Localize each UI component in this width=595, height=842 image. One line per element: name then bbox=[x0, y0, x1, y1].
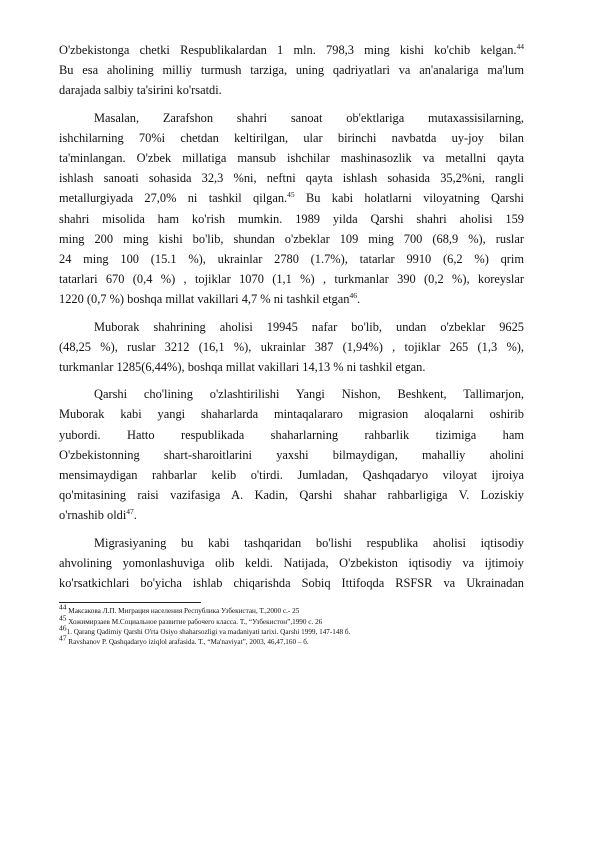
text-line: ishlash sanoati sohasida 32,3 %ni, neftni qayta ishlash sohasida 35,2%ni, rangli bbox=[59, 171, 524, 186]
footnote-number: 47 bbox=[59, 633, 67, 643]
document-page bbox=[59, 40, 524, 647]
text-line: Muborak kabi yangi shaharlarda mintaqalararo migrasion aloqalarni oshirib bbox=[59, 407, 524, 422]
footnote-number: 45 bbox=[59, 613, 67, 623]
footnote: $^{46}$1. Qarang Qadimiy Qarshi O'rta Osiyo shaharsozligi va madaniyati tarixi. Qarshi 1999, 147-148 б. bbox=[59, 623, 351, 636]
text-line: Muborak shahrining aholisi 19945 nafar bo'lib, undan o'zbeklar 9625 bbox=[94, 319, 524, 334]
text-line: ko'rsatkichlari bo'yicha ishlab chiqarishda Sobiq Ittifoqda RSFSR va Ukrainadan bbox=[59, 576, 524, 591]
footnote: $^{44}$ Максакова Л.П. Миграция населения Республика Узбекистан, Т.,2000 с.- 25 bbox=[59, 602, 300, 616]
text-line: Masalan, Zarafshon shahri sanoat ob'ektlariga mutaxassisilarning, bbox=[94, 110, 524, 125]
footnote-number: 46 bbox=[59, 623, 67, 633]
text-line: shahri misolida ham ko'rish mumkin. 1989 yilda Qarshi shahri aholisi 159 bbox=[59, 211, 524, 226]
text-line: ishchilarning 70%i chetdan keltirilgan, ular birinchi navbatda uy-joy bilan bbox=[59, 130, 524, 145]
paragraph-5 bbox=[59, 533, 524, 594]
paragraph-3 bbox=[59, 317, 524, 378]
text-line: yubordi. Hatto respublikada shaharlarning rahbarlik tizimiga ham bbox=[59, 427, 524, 442]
text-line: metallurgiyada 27,0% ni tashkil qilgan.$^{45}$ Bu kabi holatlarni viloyatning Qarshi bbox=[59, 190, 524, 206]
text-line: ahvolining yomonlashuviga olib keldi. Natijada, O'zbekiston iqtisodiy va ijtimoiy bbox=[59, 555, 524, 570]
text-line: Migrasiyaning bu kabi tashqaridan bo'lishi respublika aholisi iqtisodiy bbox=[94, 535, 524, 550]
paragraph-2 bbox=[59, 108, 524, 310]
footnote: $^{47}$ Ravshanov P. Qashqadaryo iziqlol arafasida. T., “Ma'naviyat”, 2003, 46,47,160 – б. bbox=[59, 633, 309, 647]
text-line: ta'minlangan. O'zbek millatiga mansub ishchilar mashinasozlik va metallni qayta bbox=[59, 151, 524, 166]
footnote-ref[interactable]: 45 bbox=[287, 190, 295, 200]
paragraph-1 bbox=[59, 40, 524, 101]
footnote: $^{45}$ Хожимирзаев М.Социальное развитие рабочего класса. Т., “Узбекистон”,1990 с. 26 bbox=[59, 613, 323, 626]
paragraph-4 bbox=[59, 384, 524, 525]
footnote-separator bbox=[59, 602, 201, 603]
text-line: ming 200 ming kishi bo'lib, shundan o'zbeklar 109 ming 700 (68,9 %), ruslar bbox=[59, 231, 524, 246]
text-line: Qarshi cho'lining o'zlashtirilishi Yangi Nishon, Beshkent, Tallimarjon, bbox=[94, 387, 524, 402]
text-line: (48,25 %), ruslar 3212 (16,1 %), ukrainlar 387 (1,94%) , tojiklar 265 (1,3 %), bbox=[59, 339, 524, 354]
text-line: tatarlari 670 (0,4 %) , tojiklar 1070 (1,1 %) , turkmanlar 390 (0,2 %), koreyslar bbox=[59, 272, 524, 287]
footnote-ref[interactable]: 44 bbox=[516, 41, 524, 51]
text-line: O'zbekistonning shart-sharoitlarini yaxshi bilmaydigan, mahalliy aholini bbox=[59, 447, 524, 462]
footnote-number: 44 bbox=[59, 602, 67, 612]
text-line: o'rnashib oldi$^{47}$. bbox=[59, 507, 137, 523]
footnote-ref[interactable]: 46 bbox=[349, 291, 357, 301]
text-line: darajada salbiy ta'sirini ko'rsatdi. bbox=[59, 83, 222, 98]
text-line: turkmanlar 1285(6,44%), boshqa millat vakillari 14,13 % ni tashkil etgan. bbox=[59, 360, 426, 375]
text-line: 1220 (0,7 %) boshqa millat vakillari 4,7 % ni tashkil etgan$^{46}$. bbox=[59, 291, 361, 307]
footnote-ref[interactable]: 47 bbox=[126, 507, 134, 517]
text-line: qo'mitasining raisi vazifasiga A. Kadin, Qarshi shahar rahbarligiga V. Loziskiy bbox=[59, 488, 524, 503]
text-line: Bu esa aholining milliy turmush tarziga, uning qadriyatlari va an'analariga ma'lum bbox=[59, 63, 524, 78]
footnotes bbox=[59, 602, 524, 647]
text-line: mensimaydigan rahbarlar kelib o'tirdi. Jumladan, Qashqadaryo viloyat ijroiya bbox=[59, 468, 524, 483]
text-line: 24 ming 100 (15.1 %), ukrainlar 2780 (1.7%), tatarlar 9910 (6,2 %) qrim bbox=[59, 252, 524, 267]
text-line: O'zbekistonga chetki Respublikalardan 1 mln. 798,3 ming kishi ko'chib kelgan.$^{44}$ bbox=[59, 41, 524, 57]
